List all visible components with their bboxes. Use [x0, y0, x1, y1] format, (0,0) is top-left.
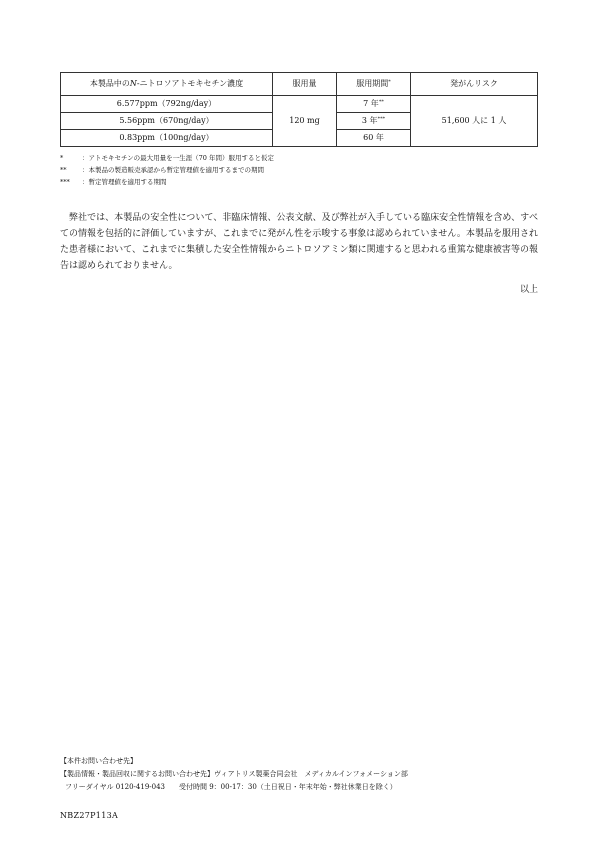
- cell-concentration: 6.577ppm（792ng/day）: [61, 96, 273, 113]
- header-concentration-prefix: 本製品中の: [89, 79, 130, 88]
- cell-period-mark: **: [378, 99, 384, 105]
- cell-period: [337, 96, 411, 113]
- cell-concentration: 5.56ppm（670ng/day）: [61, 113, 273, 130]
- cell-risk: 51,600 人に 1 人: [411, 96, 538, 147]
- header-risk: 発がんリスク: [411, 73, 538, 96]
- cell-period-value: 7 年: [363, 99, 379, 108]
- header-concentration-suffix: -ニトロソアトモキセチン濃度: [136, 79, 244, 88]
- cell-period-value: 3 年: [361, 116, 378, 125]
- header-period-mark: *: [388, 79, 391, 85]
- cell-period-mark: ***: [377, 116, 386, 122]
- header-concentration-italic: N: [129, 79, 137, 88]
- contact-heading: 【本件お問い合わせ先】: [60, 757, 137, 765]
- footnote: [60, 167, 264, 174]
- header-concentration: [61, 73, 273, 96]
- product-inquiry-line: 【製品情報・製品回収に関するお問い合わせ先】ヴィアトリス製薬合同会社 メディカルインフォメーション部: [60, 770, 408, 778]
- header-period: [337, 73, 411, 96]
- document-code: NBZ27P113A: [60, 811, 119, 820]
- footnote: [60, 155, 274, 162]
- footnote-text: ：アトモキセチンの最大用量を一生涯（70 年間）服用すると仮定: [82, 154, 275, 162]
- footnote-mark: **: [60, 166, 67, 174]
- cell-period-value: 60 年: [363, 133, 384, 142]
- risk-table: [60, 72, 538, 147]
- table-row: [61, 96, 538, 113]
- header-dose: 服用量: [273, 73, 337, 96]
- footnote-text: ：本製品の製造販売承認から暫定管理値を適用するまでの期間: [82, 166, 264, 174]
- cell-dose: 120 mg: [273, 96, 337, 147]
- footnote-mark: ***: [60, 178, 70, 186]
- cell-concentration: 0.83ppm（100ng/day）: [61, 130, 273, 147]
- footnote-text: ：暫定管理値を適用する期間: [82, 178, 167, 186]
- cell-period: [337, 113, 411, 130]
- cell-period: [337, 130, 411, 147]
- body-paragraph: 弊社では、本製品の安全性について、非臨床情報、公表文献、及び弊社が入手している臨床安全性情報を含め、すべての情報を包括的に評価していますが、これまでに発がん性を示唆する事象は認められていません。本製品を服用された患者様において、これまでに集積した安全性情報からニトロソアミン類に関連すると思われる重篤な健康被害等の報告は認められておりません。: [60, 213, 538, 271]
- footnote: [60, 179, 167, 186]
- footnote-mark: *: [60, 154, 64, 162]
- table-header-row: [61, 73, 538, 96]
- closing-mark: 以上: [519, 285, 538, 295]
- phone-line: フリーダイヤル 0120-419-043 受付時間 9：00-17：30（土日祝日・年末年始・弊社休業日を除く）: [65, 783, 397, 791]
- header-period-label: 服用期間: [356, 79, 389, 88]
